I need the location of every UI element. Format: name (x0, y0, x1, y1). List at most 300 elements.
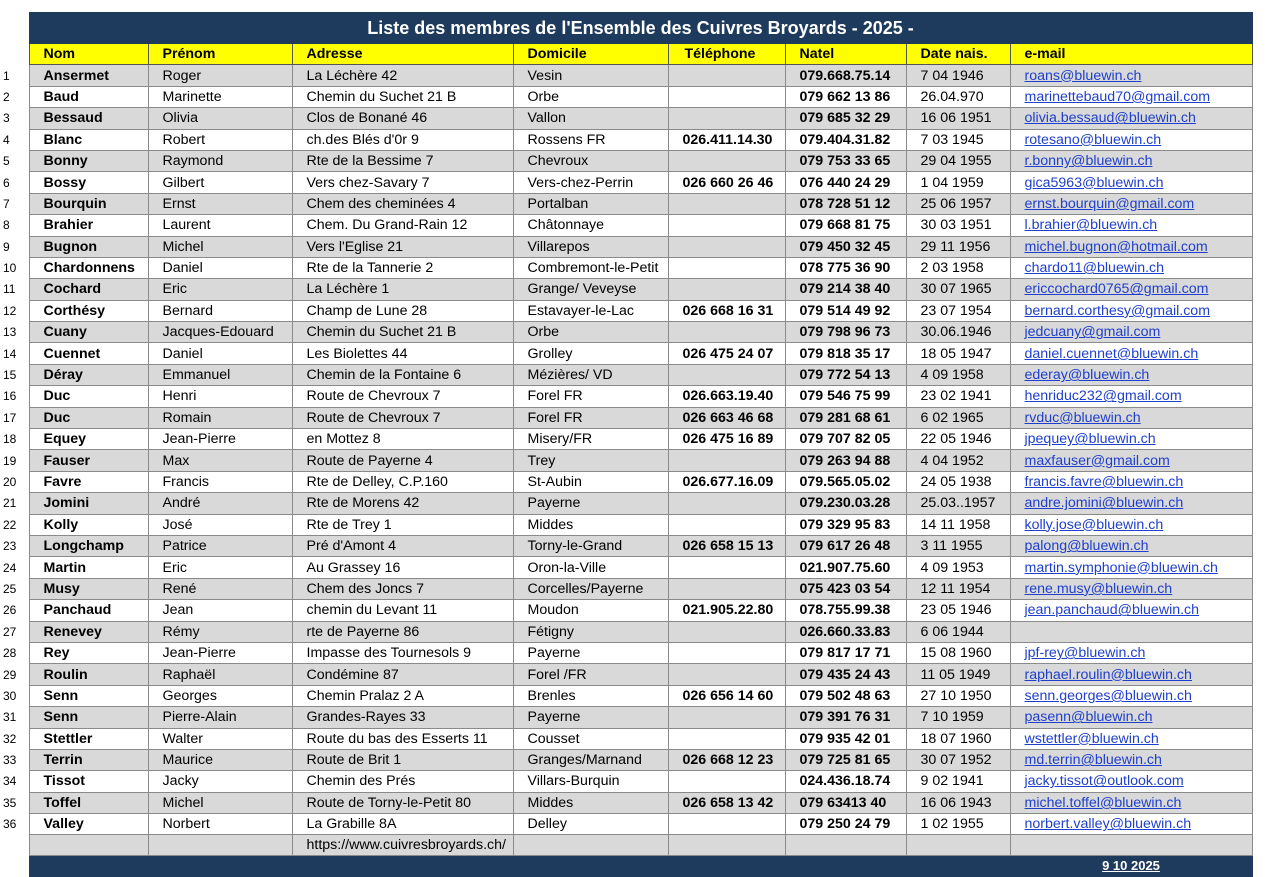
member-date-naissance[interactable]: 23 05 1946 (906, 600, 1010, 621)
member-domicile[interactable]: Mézières/ VD (513, 364, 668, 385)
member-telephone[interactable]: 026 663 46 68 (668, 407, 785, 428)
member-prenom[interactable]: Jacques-Edouard (148, 322, 292, 343)
member-email[interactable] (1010, 728, 1252, 749)
member-email[interactable] (1010, 407, 1252, 428)
member-natel[interactable]: 079.668.75.14 (785, 65, 906, 86)
member-nom[interactable]: Duc (29, 386, 148, 407)
member-natel[interactable]: 079 263 94 88 (785, 450, 906, 471)
member-domicile[interactable]: Orbe (513, 86, 668, 107)
email-link[interactable]: bernard.corthesy@gmail.com (1024, 302, 1211, 319)
member-adresse[interactable]: Impasse des Tournesols 9 (292, 642, 513, 663)
member-email[interactable] (1010, 493, 1252, 514)
member-prenom[interactable]: Henri (148, 386, 292, 407)
email-link[interactable]: jacky.tissot@outlook.com (1024, 773, 1184, 790)
member-nom[interactable]: Terrin (29, 749, 148, 770)
member-adresse[interactable]: Grandes-Rayes 33 (292, 707, 513, 728)
member-telephone[interactable] (668, 86, 785, 107)
member-prenom[interactable]: Jean-Pierre (148, 429, 292, 450)
member-telephone[interactable] (668, 642, 785, 663)
member-prenom[interactable]: Roger (148, 65, 292, 86)
member-domicile[interactable]: Vers-chez-Perrin (513, 172, 668, 193)
member-domicile[interactable]: Oron-la-Ville (513, 557, 668, 578)
member-prenom[interactable]: Norbert (148, 814, 292, 835)
member-natel[interactable]: 079.404.31.82 (785, 129, 906, 150)
member-prenom[interactable]: Michel (148, 236, 292, 257)
email-link[interactable]: maxfauser@gmail.com (1024, 452, 1170, 469)
email-link[interactable]: md.terrin@bluewin.ch (1024, 752, 1162, 769)
member-natel[interactable]: 026.660.33.83 (785, 621, 906, 642)
member-email[interactable] (1010, 236, 1252, 257)
email-link[interactable]: palong@bluewin.ch (1024, 538, 1149, 555)
member-domicile[interactable]: Vesin (513, 65, 668, 86)
member-adresse[interactable]: Rte de la Tannerie 2 (292, 257, 513, 278)
member-email[interactable] (1010, 771, 1252, 792)
member-nom[interactable]: Jomini (29, 493, 148, 514)
member-email[interactable] (1010, 707, 1252, 728)
member-date-naissance[interactable]: 6 06 1944 (906, 621, 1010, 642)
member-domicile[interactable]: Forel /FR (513, 664, 668, 685)
member-telephone[interactable] (668, 707, 785, 728)
member-adresse[interactable]: Route de Chevroux 7 (292, 407, 513, 428)
member-adresse[interactable]: Route de Chevroux 7 (292, 386, 513, 407)
member-natel[interactable]: 078.755.99.38 (785, 600, 906, 621)
email-link[interactable]: marinettebaud70@gmail.com (1024, 88, 1211, 105)
member-prenom[interactable]: Pierre-Alain (148, 707, 292, 728)
member-adresse[interactable]: Chemin des Prés (292, 771, 513, 792)
member-email[interactable] (1010, 279, 1252, 300)
member-telephone[interactable]: 026.663.19.40 (668, 386, 785, 407)
member-prenom[interactable]: José (148, 514, 292, 535)
member-nom[interactable]: Ansermet (29, 65, 148, 86)
member-domicile[interactable]: Middes (513, 792, 668, 813)
member-domicile[interactable]: Trey (513, 450, 668, 471)
member-date-naissance[interactable]: 24 05 1938 (906, 471, 1010, 492)
email-link[interactable]: jedcuany@gmail.com (1024, 324, 1161, 341)
member-date-naissance[interactable]: 25 06 1957 (906, 193, 1010, 214)
member-adresse[interactable]: ch.des Blés d'0r 9 (292, 129, 513, 150)
member-domicile[interactable]: Chevroux (513, 150, 668, 171)
member-domicile[interactable]: Rossens FR (513, 129, 668, 150)
member-domicile[interactable]: Portalban (513, 193, 668, 214)
col-header-natel[interactable]: Natel (785, 44, 906, 65)
member-telephone[interactable] (668, 728, 785, 749)
member-telephone[interactable] (668, 108, 785, 129)
member-nom[interactable]: Panchaud (29, 600, 148, 621)
email-link[interactable]: henriduc232@gmail.com (1024, 388, 1182, 405)
member-prenom[interactable]: Raphaël (148, 664, 292, 685)
member-adresse[interactable]: Les Biolettes 44 (292, 343, 513, 364)
member-domicile[interactable]: Payerne (513, 707, 668, 728)
email-link[interactable]: rene.musy@bluewin.ch (1024, 580, 1173, 597)
member-prenom[interactable]: Eric (148, 557, 292, 578)
member-adresse[interactable]: Chemin du Suchet 21 B (292, 322, 513, 343)
member-domicile[interactable]: Forel FR (513, 386, 668, 407)
member-date-naissance[interactable]: 14 11 1958 (906, 514, 1010, 535)
member-domicile[interactable]: Middes (513, 514, 668, 535)
member-adresse[interactable]: Champ de Lune 28 (292, 300, 513, 321)
member-nom[interactable]: Bourquin (29, 193, 148, 214)
member-date-naissance[interactable]: 22 05 1946 (906, 429, 1010, 450)
member-domicile[interactable]: Estavayer-le-Lac (513, 300, 668, 321)
member-nom[interactable]: Chardonnens (29, 257, 148, 278)
member-adresse[interactable]: La Léchère 42 (292, 65, 513, 86)
member-prenom[interactable]: Raymond (148, 150, 292, 171)
member-date-naissance[interactable]: 12 11 1954 (906, 578, 1010, 599)
member-natel[interactable]: 078 775 36 90 (785, 257, 906, 278)
member-natel[interactable]: 079 514 49 92 (785, 300, 906, 321)
member-domicile[interactable]: Corcelles/Payerne (513, 578, 668, 599)
member-adresse[interactable]: Rte de Delley, C.P.160 (292, 471, 513, 492)
website-link[interactable]: https://www.cuivresbroyards.ch/ (306, 837, 506, 854)
member-prenom[interactable]: Michel (148, 792, 292, 813)
member-date-naissance[interactable]: 27 10 1950 (906, 685, 1010, 706)
member-adresse[interactable]: La Grabille 8A (292, 814, 513, 835)
member-date-naissance[interactable]: 18 07 1960 (906, 728, 1010, 749)
email-link[interactable]: daniel.cuennet@bluewin.ch (1024, 345, 1199, 362)
member-natel[interactable]: 024.436.18.74 (785, 771, 906, 792)
member-natel[interactable]: 079 935 42 01 (785, 728, 906, 749)
member-natel[interactable]: 079 668 81 75 (785, 215, 906, 236)
member-prenom[interactable]: André (148, 493, 292, 514)
member-date-naissance[interactable]: 25.03..1957 (906, 493, 1010, 514)
member-domicile[interactable]: Payerne (513, 642, 668, 663)
member-email[interactable] (1010, 600, 1252, 621)
member-adresse[interactable]: Route de Torny-le-Petit 80 (292, 792, 513, 813)
member-natel[interactable]: 079.565.05.02 (785, 471, 906, 492)
member-telephone[interactable] (668, 364, 785, 385)
member-email[interactable] (1010, 450, 1252, 471)
member-prenom[interactable]: Bernard (148, 300, 292, 321)
email-link[interactable]: rvduc@bluewin.ch (1024, 409, 1141, 426)
member-domicile[interactable]: Châtonnaye (513, 215, 668, 236)
member-adresse[interactable]: Chem. Du Grand-Rain 12 (292, 215, 513, 236)
member-date-naissance[interactable]: 1 04 1959 (906, 172, 1010, 193)
member-telephone[interactable] (668, 514, 785, 535)
member-nom[interactable]: Tissot (29, 771, 148, 792)
member-date-naissance[interactable]: 23 02 1941 (906, 386, 1010, 407)
member-telephone[interactable] (668, 150, 785, 171)
member-nom[interactable]: Toffel (29, 792, 148, 813)
member-domicile[interactable]: Fétigny (513, 621, 668, 642)
member-prenom[interactable]: Eric (148, 279, 292, 300)
member-natel[interactable]: 075 423 03 54 (785, 578, 906, 599)
member-nom[interactable]: Cuennet (29, 343, 148, 364)
member-natel[interactable]: 079 707 82 05 (785, 429, 906, 450)
member-email[interactable] (1010, 129, 1252, 150)
member-prenom[interactable]: Gilbert (148, 172, 292, 193)
email-link[interactable]: jean.panchaud@bluewin.ch (1024, 602, 1200, 619)
member-email[interactable] (1010, 642, 1252, 663)
member-adresse[interactable]: Route de Payerne 4 (292, 450, 513, 471)
member-natel[interactable]: 079 753 33 65 (785, 150, 906, 171)
member-telephone[interactable] (668, 814, 785, 835)
member-telephone[interactable] (668, 215, 785, 236)
member-nom[interactable]: Bonny (29, 150, 148, 171)
member-email[interactable] (1010, 364, 1252, 385)
member-nom[interactable]: Brahier (29, 215, 148, 236)
member-prenom[interactable]: Robert (148, 129, 292, 150)
member-adresse[interactable]: Chemin de la Fontaine 6 (292, 364, 513, 385)
member-email[interactable] (1010, 215, 1252, 236)
member-prenom[interactable]: Maurice (148, 749, 292, 770)
member-adresse[interactable]: Chem des cheminées 4 (292, 193, 513, 214)
member-nom[interactable]: Cuany (29, 322, 148, 343)
member-email[interactable] (1010, 557, 1252, 578)
member-telephone[interactable] (668, 493, 785, 514)
email-link[interactable]: pasenn@bluewin.ch (1024, 709, 1153, 726)
member-telephone[interactable]: 026 668 12 23 (668, 749, 785, 770)
member-prenom[interactable]: Max (148, 450, 292, 471)
member-date-naissance[interactable]: 23 07 1954 (906, 300, 1010, 321)
member-nom[interactable]: Bugnon (29, 236, 148, 257)
member-nom[interactable]: Senn (29, 707, 148, 728)
member-telephone[interactable]: 026 475 16 89 (668, 429, 785, 450)
email-link[interactable]: gica5963@bluewin.ch (1024, 174, 1164, 191)
email-link[interactable]: ederay@bluewin.ch (1024, 367, 1150, 384)
member-telephone[interactable]: 026 656 14 60 (668, 685, 785, 706)
member-prenom[interactable]: Laurent (148, 215, 292, 236)
member-email[interactable] (1010, 150, 1252, 171)
member-nom[interactable]: Bessaud (29, 108, 148, 129)
member-telephone[interactable]: 026.411.14.30 (668, 129, 785, 150)
member-domicile[interactable]: Grolley (513, 343, 668, 364)
member-email[interactable] (1010, 386, 1252, 407)
email-link[interactable]: chardo11@bluewin.ch (1024, 260, 1165, 277)
member-email[interactable] (1010, 429, 1252, 450)
member-nom[interactable]: Renevey (29, 621, 148, 642)
member-domicile[interactable]: Moudon (513, 600, 668, 621)
member-date-naissance[interactable]: 30 07 1965 (906, 279, 1010, 300)
email-link[interactable]: norbert.valley@bluewin.ch (1024, 816, 1192, 833)
member-domicile[interactable]: St-Aubin (513, 471, 668, 492)
member-domicile[interactable]: Delley (513, 814, 668, 835)
email-link[interactable]: jpequey@bluewin.ch (1024, 431, 1156, 448)
member-date-naissance[interactable]: 6 02 1965 (906, 407, 1010, 428)
member-domicile[interactable]: Misery/FR (513, 429, 668, 450)
email-link[interactable]: rotesano@bluewin.ch (1024, 131, 1162, 148)
member-nom[interactable]: Cochard (29, 279, 148, 300)
member-domicile[interactable]: Orbe (513, 322, 668, 343)
member-adresse[interactable]: Vers chez-Savary 7 (292, 172, 513, 193)
member-email[interactable] (1010, 514, 1252, 535)
member-prenom[interactable]: Daniel (148, 343, 292, 364)
member-nom[interactable]: Senn (29, 685, 148, 706)
member-email[interactable] (1010, 621, 1252, 642)
col-header-nom[interactable]: Nom (29, 44, 148, 65)
member-natel[interactable]: 079 617 26 48 (785, 535, 906, 556)
member-nom[interactable]: Equey (29, 429, 148, 450)
member-telephone[interactable] (668, 279, 785, 300)
member-natel[interactable]: 079 725 81 65 (785, 749, 906, 770)
member-nom[interactable]: Fauser (29, 450, 148, 471)
member-date-naissance[interactable]: 4 09 1958 (906, 364, 1010, 385)
email-link[interactable]: raphael.roulin@bluewin.ch (1024, 666, 1192, 683)
member-natel[interactable]: 079 435 24 43 (785, 664, 906, 685)
col-header-prenom[interactable]: Prénom (148, 44, 292, 65)
member-adresse[interactable]: Clos de Bonané 46 (292, 108, 513, 129)
member-domicile[interactable]: Granges/Marnand (513, 749, 668, 770)
email-link[interactable]: ericcochard0765@gmail.com (1024, 281, 1209, 298)
member-natel[interactable]: 079 329 95 83 (785, 514, 906, 535)
member-natel[interactable]: 079 772 54 13 (785, 364, 906, 385)
email-link[interactable]: l.brahier@bluewin.ch (1024, 217, 1158, 234)
member-telephone[interactable] (668, 557, 785, 578)
member-date-naissance[interactable]: 16 06 1951 (906, 108, 1010, 129)
member-email[interactable] (1010, 535, 1252, 556)
member-prenom[interactable]: Patrice (148, 535, 292, 556)
email-link[interactable]: jpf-rey@bluewin.ch (1024, 645, 1146, 662)
member-adresse[interactable]: Au Grassey 16 (292, 557, 513, 578)
member-natel[interactable]: 079 450 32 45 (785, 236, 906, 257)
member-nom[interactable]: Kolly (29, 514, 148, 535)
member-email[interactable] (1010, 343, 1252, 364)
member-email[interactable] (1010, 322, 1252, 343)
member-natel[interactable]: 079 250 24 79 (785, 814, 906, 835)
member-telephone[interactable]: 026.677.16.09 (668, 471, 785, 492)
member-telephone[interactable] (668, 257, 785, 278)
member-telephone[interactable] (668, 578, 785, 599)
email-link[interactable]: michel.bugnon@hotmail.com (1024, 238, 1208, 255)
member-telephone[interactable] (668, 193, 785, 214)
member-nom[interactable]: Stettler (29, 728, 148, 749)
member-email[interactable] (1010, 792, 1252, 813)
member-prenom[interactable]: Jacky (148, 771, 292, 792)
member-nom[interactable]: Corthésy (29, 300, 148, 321)
member-domicile[interactable]: Villars-Burquin (513, 771, 668, 792)
member-email[interactable] (1010, 108, 1252, 129)
member-adresse[interactable]: en Mottez 8 (292, 429, 513, 450)
col-header-telephone[interactable]: Téléphone (668, 44, 785, 65)
member-date-naissance[interactable]: 4 04 1952 (906, 450, 1010, 471)
member-prenom[interactable]: Walter (148, 728, 292, 749)
member-prenom[interactable]: Georges (148, 685, 292, 706)
member-telephone[interactable]: 026 658 13 42 (668, 792, 785, 813)
member-date-naissance[interactable]: 26.04.970 (906, 86, 1010, 107)
email-link[interactable]: ernst.bourquin@gmail.com (1024, 195, 1195, 212)
member-natel[interactable]: 079 391 76 31 (785, 707, 906, 728)
member-email[interactable] (1010, 814, 1252, 835)
member-telephone[interactable] (668, 322, 785, 343)
member-telephone[interactable]: 026 660 26 46 (668, 172, 785, 193)
col-header-date-nais[interactable]: Date nais. (906, 44, 1010, 65)
member-prenom[interactable]: Emmanuel (148, 364, 292, 385)
member-adresse[interactable]: Route de Brit 1 (292, 749, 513, 770)
member-adresse[interactable]: Chemin du Suchet 21 B (292, 86, 513, 107)
member-prenom[interactable]: Ernst (148, 193, 292, 214)
member-email[interactable] (1010, 257, 1252, 278)
member-prenom[interactable]: Rémy (148, 621, 292, 642)
member-date-naissance[interactable]: 9 02 1941 (906, 771, 1010, 792)
member-natel[interactable]: 079 685 32 29 (785, 108, 906, 129)
member-adresse[interactable]: Chem des Joncs 7 (292, 578, 513, 599)
member-email[interactable] (1010, 664, 1252, 685)
member-natel[interactable]: 079 817 17 71 (785, 642, 906, 663)
member-nom[interactable]: Musy (29, 578, 148, 599)
member-prenom[interactable]: Jean (148, 600, 292, 621)
member-date-naissance[interactable]: 15 08 1960 (906, 642, 1010, 663)
member-domicile[interactable]: Cousset (513, 728, 668, 749)
member-nom[interactable]: Bossy (29, 172, 148, 193)
member-telephone[interactable] (668, 450, 785, 471)
member-date-naissance[interactable]: 11 05 1949 (906, 664, 1010, 685)
member-date-naissance[interactable]: 18 05 1947 (906, 343, 1010, 364)
member-nom[interactable]: Blanc (29, 129, 148, 150)
member-date-naissance[interactable]: 7 04 1946 (906, 65, 1010, 86)
member-prenom[interactable]: Romain (148, 407, 292, 428)
member-natel[interactable]: 079 818 35 17 (785, 343, 906, 364)
member-natel[interactable]: 079 798 96 73 (785, 322, 906, 343)
member-domicile[interactable]: Payerne (513, 493, 668, 514)
member-telephone[interactable] (668, 621, 785, 642)
member-natel[interactable]: 079 63413 40 (785, 792, 906, 813)
member-nom[interactable]: Roulin (29, 664, 148, 685)
member-email[interactable] (1010, 578, 1252, 599)
member-date-naissance[interactable]: 30 07 1952 (906, 749, 1010, 770)
email-link[interactable]: andre.jomini@bluewin.ch (1024, 495, 1184, 512)
email-link[interactable]: olivia.bessaud@bluewin.ch (1024, 110, 1196, 127)
member-date-naissance[interactable]: 29 04 1955 (906, 150, 1010, 171)
member-date-naissance[interactable]: 1 02 1955 (906, 814, 1010, 835)
member-telephone[interactable] (668, 236, 785, 257)
email-link[interactable]: r.bonny@bluewin.ch (1024, 153, 1153, 170)
member-nom[interactable]: Baud (29, 86, 148, 107)
member-nom[interactable]: Favre (29, 471, 148, 492)
member-domicile[interactable]: Torny-le-Grand (513, 535, 668, 556)
member-email[interactable] (1010, 172, 1252, 193)
member-prenom[interactable]: Francis (148, 471, 292, 492)
member-natel[interactable]: 021.907.75.60 (785, 557, 906, 578)
email-link[interactable]: martin.symphonie@bluewin.ch (1024, 559, 1218, 576)
member-adresse[interactable]: Route du bas des Esserts 11 (292, 728, 513, 749)
member-domicile[interactable]: Combremont-le-Petit (513, 257, 668, 278)
member-email[interactable] (1010, 86, 1252, 107)
member-domicile[interactable]: Forel FR (513, 407, 668, 428)
member-date-naissance[interactable]: 30.06.1946 (906, 322, 1010, 343)
member-telephone[interactable] (668, 771, 785, 792)
member-date-naissance[interactable]: 2 03 1958 (906, 257, 1010, 278)
member-natel[interactable]: 079.230.03.28 (785, 493, 906, 514)
member-email[interactable] (1010, 65, 1252, 86)
email-link[interactable]: francis.favre@bluewin.ch (1024, 474, 1184, 490)
member-date-naissance[interactable]: 29 11 1956 (906, 236, 1010, 257)
member-telephone[interactable]: 026 658 15 13 (668, 535, 785, 556)
col-header-adresse[interactable]: Adresse (292, 44, 513, 65)
member-domicile[interactable]: Villarepos (513, 236, 668, 257)
member-adresse[interactable]: La Léchère 1 (292, 279, 513, 300)
member-telephone[interactable]: 021.905.22.80 (668, 600, 785, 621)
member-email[interactable] (1010, 193, 1252, 214)
member-prenom[interactable]: Marinette (148, 86, 292, 107)
member-natel[interactable]: 079 214 38 40 (785, 279, 906, 300)
email-link[interactable]: roans@bluewin.ch (1024, 67, 1142, 84)
member-adresse[interactable]: chemin du Levant 11 (292, 600, 513, 621)
member-natel[interactable]: 079 662 13 86 (785, 86, 906, 107)
member-date-naissance[interactable]: 30 03 1951 (906, 215, 1010, 236)
email-link[interactable]: senn.georges@bluewin.ch (1024, 687, 1192, 704)
member-natel[interactable]: 079 546 75 99 (785, 386, 906, 407)
member-email[interactable] (1010, 471, 1252, 492)
member-adresse[interactable]: Rte de la Bessime 7 (292, 150, 513, 171)
member-adresse[interactable]: rte de Payerne 86 (292, 621, 513, 642)
email-link[interactable]: michel.toffel@bluewin.ch (1024, 794, 1182, 811)
member-telephone[interactable]: 026 668 16 31 (668, 300, 785, 321)
member-nom[interactable]: Valley (29, 814, 148, 835)
member-prenom[interactable]: René (148, 578, 292, 599)
member-nom[interactable]: Martin (29, 557, 148, 578)
member-date-naissance[interactable]: 7 03 1945 (906, 129, 1010, 150)
member-adresse[interactable]: Rte de Trey 1 (292, 514, 513, 535)
member-telephone[interactable] (668, 65, 785, 86)
